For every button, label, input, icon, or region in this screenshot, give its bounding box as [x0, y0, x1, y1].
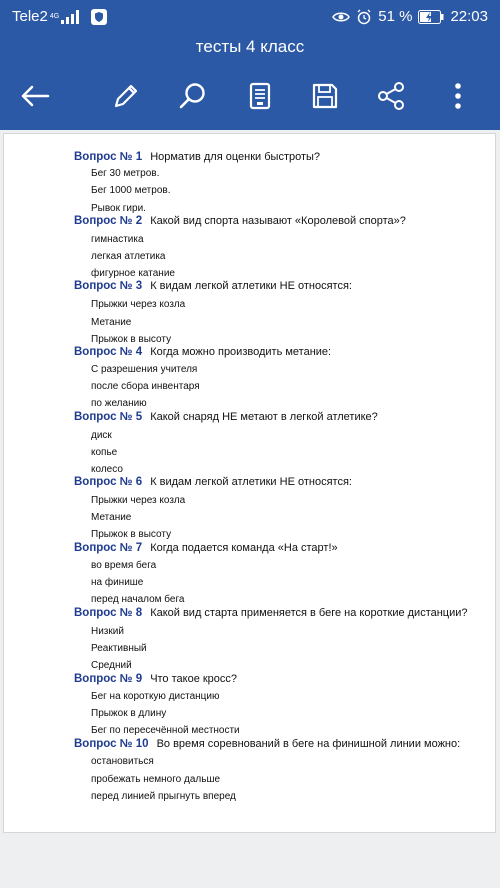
- signal-icon: [61, 10, 83, 24]
- answer-option: Прыжки через козла: [91, 299, 186, 310]
- answer-option: Метание: [91, 317, 132, 328]
- pencil-icon[interactable]: [108, 78, 144, 114]
- answer-option: Средний: [91, 660, 132, 671]
- answer-option: Бег по пересечённой местности: [91, 725, 240, 736]
- answer-option: во время бега: [91, 560, 157, 571]
- question-4: Вопрос № 4 Когда можно производить метание:: [74, 346, 332, 358]
- question-2: Вопрос № 2 Какой вид спорта называют «Королевой спорта»?: [74, 215, 406, 227]
- answer-option: легкая атлетика: [91, 251, 166, 262]
- answer-option: Бег на короткую дистанцию: [91, 691, 220, 702]
- battery-charging-icon: [418, 10, 444, 24]
- answer-option: колесо: [91, 464, 123, 475]
- back-arrow-icon[interactable]: [17, 78, 53, 114]
- network-type: 4G: [49, 13, 60, 20]
- shield-app-icon: [91, 9, 107, 25]
- answer-option: С разрешения учителя: [91, 364, 198, 375]
- answer-option: Рывок гири.: [91, 203, 146, 214]
- answer-option: Прыжок в высоту: [91, 334, 172, 345]
- question-5: Вопрос № 5 Какой снаряд НЕ метают в легкой атлетике?: [74, 411, 378, 423]
- question-9: Вопрос № 9 Что такое кросс?: [74, 673, 238, 685]
- answer-option: пробежать немного дальше: [91, 774, 221, 785]
- question-10: Вопрос № 10 Во время соревнований в беге на финишной линии можно:: [74, 738, 461, 750]
- answer-option: Прыжок в длину: [91, 708, 167, 719]
- more-icon[interactable]: [440, 78, 476, 114]
- answer-option: гимнастика: [91, 234, 144, 245]
- save-icon[interactable]: [307, 78, 343, 114]
- alarm-icon: [356, 9, 372, 25]
- answer-option: перед началом бега: [91, 594, 185, 605]
- question-7: Вопрос № 7 Когда подается команда «На старт!»: [74, 542, 338, 554]
- share-icon[interactable]: [373, 78, 409, 114]
- answer-option: перед линией прыгнуть вперед: [91, 791, 236, 802]
- question-6: Вопрос № 6 К видам легкой атлетики НЕ относятся:: [74, 476, 352, 488]
- eye-icon: [332, 10, 350, 24]
- answer-option: по желанию: [91, 398, 147, 409]
- battery-percent: 51 %: [378, 8, 413, 25]
- status-bar: [0, 0, 500, 34]
- search-icon[interactable]: [175, 78, 211, 114]
- answer-option: остановиться: [91, 756, 154, 767]
- document-icon[interactable]: [242, 78, 278, 114]
- answer-option: после сбора инвентаря: [91, 381, 200, 392]
- question-3: Вопрос № 3 К видам легкой атлетики НЕ относятся:: [74, 280, 352, 292]
- answer-option: Бег 1000 метров.: [91, 185, 171, 196]
- answer-option: Прыжки через козла: [91, 495, 186, 506]
- answer-option: диск: [91, 430, 112, 441]
- answer-option: на финише: [91, 577, 144, 588]
- toolbar: [0, 64, 500, 130]
- answer-option: Прыжок в высоту: [91, 529, 172, 540]
- question-8: Вопрос № 8 Какой вид старта применяется в беге на короткие дистанции?: [74, 607, 468, 619]
- carrier-label: Tele2: [12, 8, 48, 25]
- question-1: Вопрос № 1 Норматив для оценки быстроты?: [74, 151, 321, 163]
- document-title: тесты 4 класс: [0, 34, 500, 64]
- answer-option: Низкий: [91, 626, 124, 637]
- clock: 22:03: [450, 8, 488, 25]
- answer-option: копье: [91, 447, 118, 458]
- document-page[interactable]: [3, 133, 496, 833]
- answer-option: Реактивный: [91, 643, 147, 654]
- answer-option: Бег 30 метров.: [91, 168, 160, 179]
- answer-option: Метание: [91, 512, 132, 523]
- answer-option: фигурное катание: [91, 268, 175, 279]
